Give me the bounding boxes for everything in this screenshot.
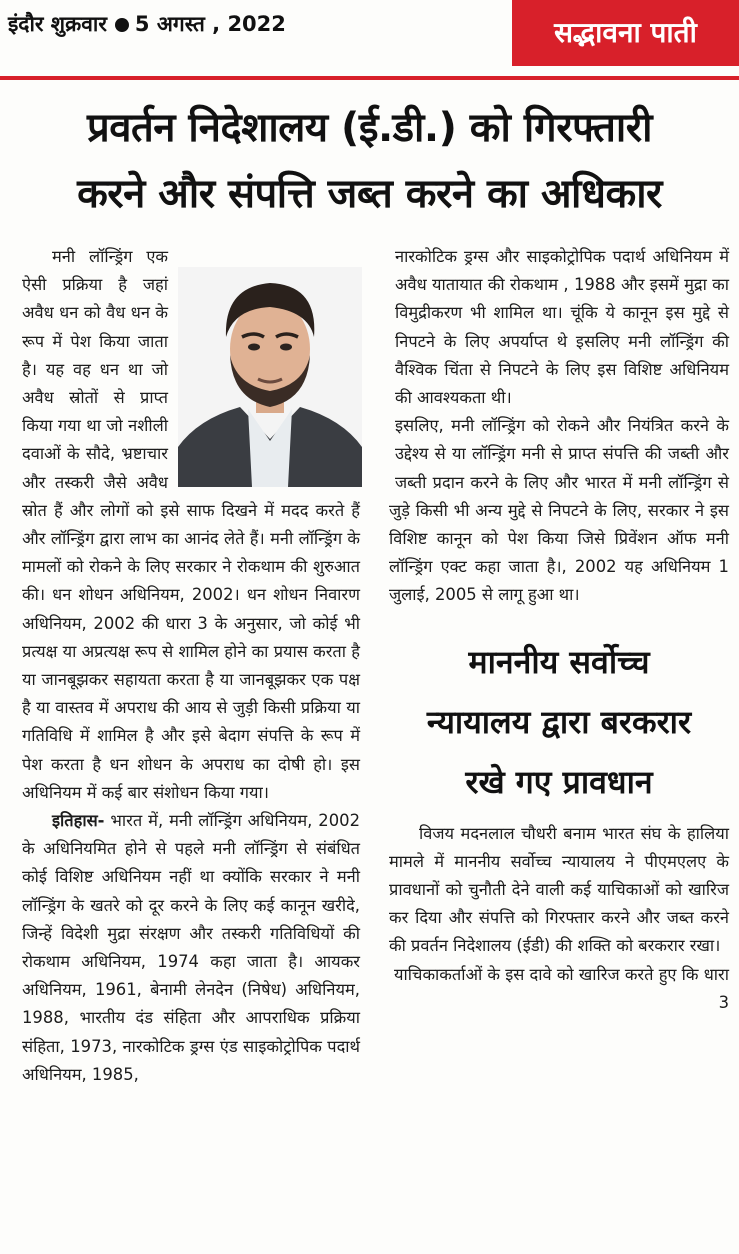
headline-line-1: प्रवर्तन निदेशालय (ई.डी.) को गिरफ्तारी <box>87 105 652 151</box>
page-header <box>0 0 739 80</box>
header-divider <box>0 76 739 80</box>
author-photo <box>178 267 362 487</box>
dateline-date: 5 अगस्त , 2022 <box>134 12 286 36</box>
bullet-dot-icon <box>115 18 129 32</box>
right-paragraph-4: याचिकाकर्ताओं के इस दावे को खारिज करते हुए कि धारा 3 <box>394 964 729 1012</box>
right-paragraph-2: इसलिए, मनी लॉन्ड्रिंग को रोकने और नियंत्रित करने के उद्देश्य से या लॉन्ड्रिंग मनी से प्राप्त संपत्ति की जब्ती और जब्ती प्रदान करने के लिए और भारत में मनी लॉन्ड्रिंग से जुड़े किसी भी अन्य मुद्दे से निपटने के लिए, सरकार ने इस विशिष्ट कानून को पेश किया जिसे प्रिवेंशन ऑफ मनी लॉन्ड्रिंग एक्ट कहा जाता है।, 2002 यह अधिनियम 1 जुलाई, 2005 से लागू हुआ था। <box>389 416 729 605</box>
left-paragraph-1: मनी लॉन्ड्रिंग एक ऐसी प्रक्रिया है जहां अवैध धन को वैध धन के रूप में पेश किया जाता है। यह वह धन था जो अवैध स्रोतों से प्राप्त किया गया था जो नशीली दवाओं के सौदे, भ्रष्टाचार और तस्करी जैसे अवैध स्रोत हैं और लोगों को इसे साफ दिखने में मदद करते हैं और लॉन्ड्रिंग द्वारा लाभ का आनंद लेते हैं। मनी लॉन्ड्रिंग के मामलों को रोकने के लिए सरकार ने रोकथाम की शुरुआत की। धन शोधन अधिनियम, 2002। धन शोधन निवारण अधिनियम, 2002 की धारा 3 के अनुसार, जो कोई भी प्रत्यक्ष या अप्रत्यक्ष रूप से शामिल होने का प्रयास करता है या जानबूझकर सहायता करता है या जानबूझकर एक पक्ष है या वास्तव में अपराध की आय से जुड़ी किसी प्रक्रिया या गतिविधि में शामिल है और इसे बेदाग संपत्ति के रूप में पेश करता है धन शोधन के अपराध का दोषी हो। इस अधिनियम में कई बार संशोधन किया गया। <box>22 247 360 802</box>
right-paragraph-3: विजय मदनलाल चौधरी बनाम भारत संघ के हालिया मामले में माननीय सर्वोच्च न्यायालय ने पीएमएलए के प्रावधानों को चुनौती देने वाली कई याचिकाओं को खारिज कर दिया और संपत्ति को गिरफ्तार करने और जब्त करने की प्रवर्तन निदेशालय (ईडी) की शक्ति को बरकरार रखा। <box>389 823 729 956</box>
dateline <box>8 10 286 38</box>
section-subheading <box>389 632 729 812</box>
history-label: इतिहास- <box>52 811 105 831</box>
right-column <box>389 243 729 1017</box>
subhead-line-2: न्यायालय द्वारा बरकरार <box>426 702 692 741</box>
dateline-city-day: इंदौर शुक्रवार <box>8 12 107 36</box>
left-column <box>22 243 360 1089</box>
right-paragraph-1: नारकोटिक ड्रग्स और साइकोट्रोपिक पदार्थ अधिनियम में अवैध यातायात की रोकथाम , 1988 और इसमें मुद्रा का विमुद्रीकरण भी शामिल था। चूंकि ये कानून इस मुद्दे से निपटने के लिए अपर्याप्त थे इसलिए मनी लॉन्ड्रिंग की वैश्विक चिंता से निपटने के लिए इस विशिष्ट अधिनियम की आवश्यकता थी। <box>395 247 729 408</box>
newspaper-brand: सद्भावना पाती <box>512 0 739 66</box>
headline-line-2: करने और संपत्ति जब्त करने का अधिकार <box>77 171 662 217</box>
subhead-line-1: माननीय सर्वोच्च <box>468 642 650 681</box>
left-paragraph-2: भारत में, मनी लॉन्ड्रिंग अधिनियम, 2002 के अधिनियमित होने से पहले मनी लॉन्ड्रिंग से संबंधित कोई विशिष्ट अधिनियम नहीं था क्योंकि सरकार ने मनी लॉन्ड्रिंग के खतरे को दूर करने के लिए कई कानून खरीदे, जिन्हें विदेशी मुद्रा संरक्षण और तस्करी गतिविधियों की रोकथाम अधिनियम, 1974 कहा जाता है। आयकर अधिनियम, 1961, बेनामी लेनदेन (निषेध) अधिनियम, 1988, भारतीय दंड संहिता और आपराधिक प्रक्रिया संहिता, 1973, नारकोटिक ड्रग्स एंड साइकोट्रोपिक पदार्थ अधिनियम, 1985, <box>22 811 360 1084</box>
subhead-line-3: रखे गए प्रावधान <box>465 762 653 801</box>
article-headline <box>0 95 739 227</box>
